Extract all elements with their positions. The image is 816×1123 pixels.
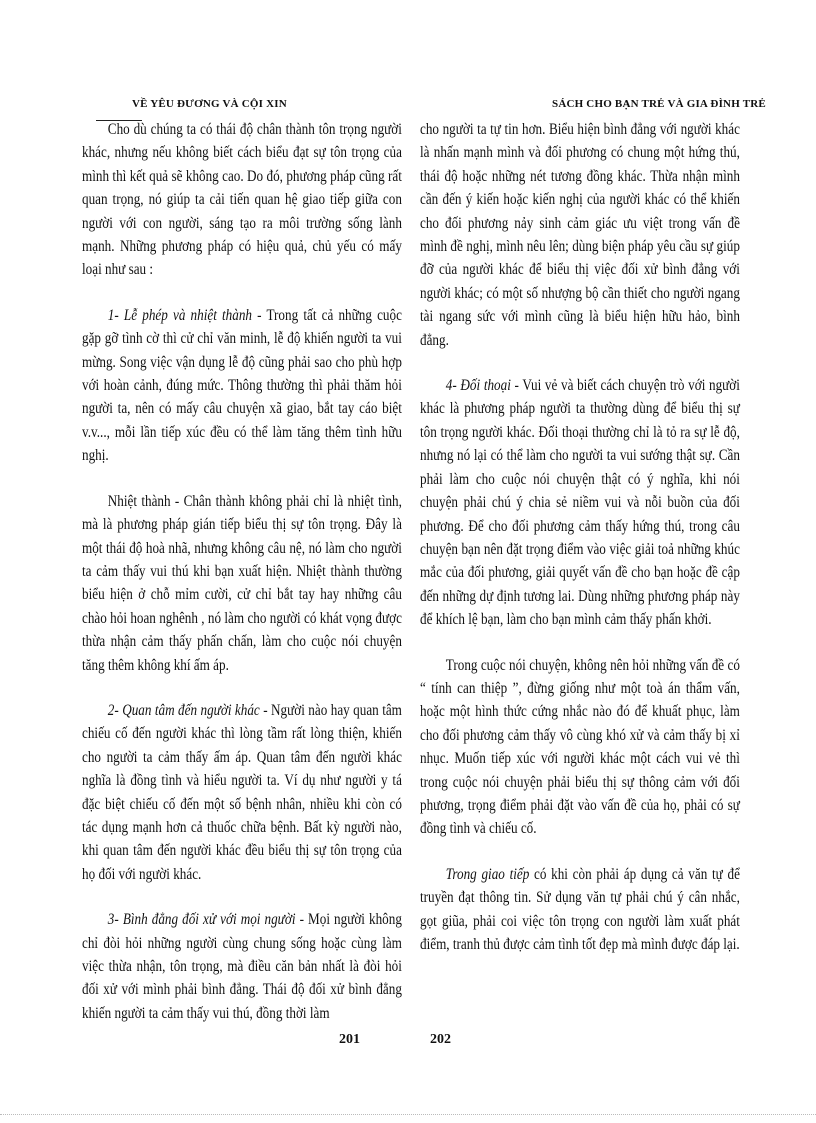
left-page-column xyxy=(82,118,402,1025)
running-head-left: VỀ YÊU ĐƯƠNG VÀ CỘI XIN xyxy=(132,98,287,110)
section-1-heading: 1- Lễ phép và nhiệt thành xyxy=(107,306,252,324)
section-2-heading: 2- Quan tâm đến người khác xyxy=(107,701,260,719)
right-page-column xyxy=(420,118,740,956)
section-5-text: có khi còn phải áp dụng cả văn tự để truyền đạt thông tin. Sử dụng văn tự phải chú ý cân nhắc, gọt giũa, phải coi việc tôn trọng con người làm xuất phát điểm, tranh thủ được cảm tình tốt đẹp mà mình được đáp lại. xyxy=(420,865,740,953)
section-5-heading: Trong giao tiếp xyxy=(445,865,530,883)
section-2-paragraph xyxy=(82,699,402,886)
section-4-text: - Vui vẻ và biết cách chuyện trò với người khác là phương pháp người ta thường dùng để biểu thị sự tôn trọng người khác. Đối thoại thường chỉ là tỏ ra sự lễ độ, nhưng nó lại có thể làm cho người ta vui sướng thật sự. Cần phải làm cho cuộc nói chuyện thật có ý nghĩa, khi nói chuyện phải chú ý chia sẻ niềm vui và nỗi buồn của đối phương. Để cho đối phương cảm thấy hứng thú, trong câu chuyện bạn nên đặt trọng điểm vào việc giải toả những khúc mắc của đối phương, giải quyết vấn đề cho bạn hoặc đề cập đến những dự định tương lai. Dùng những phương pháp này để khích lệ bạn, làm cho bạn mình cảm thấy phấn khởi. xyxy=(420,377,740,629)
intro-paragraph: Cho dù chúng ta có thái độ chân thành tôn trọng người khác, nhưng nếu không biết cách biểu đạt sự tôn trọng của mình thì kết quả sẽ không cao. Do đó, phương pháp cũng rất quan trọng, nó giúp ta cải tiến quan hệ giao tiếp giữa con người với con người, sáng tạo ra môi trường sống lành mạnh. Những phương pháp có hiệu quả, chủ yếu có mấy loại như sau : xyxy=(82,121,402,279)
section-3-heading: 3- Bình đẳng đối xử với mọi người xyxy=(107,911,296,929)
section-5-paragraph xyxy=(420,863,740,957)
section-3-paragraph xyxy=(82,908,402,1025)
section-3-text: - Mọi người không chỉ đòi hỏi những người cùng chung sống hoặc cùng làm việc thừa nhận, tôn trọng, mà điều căn bản nhất là đòi hỏi đối xử với mình phải bình đẳng. Thái độ đối xử bình đẳng khiến người ta cảm thấy vui thú, đồng thời làm xyxy=(82,911,402,1022)
section-1-text: - Trong tất cả những cuộc gặp gỡ tình cờ thì cử chỉ văn minh, lễ độ khiến người ta vui mừng. Song việc vận dụng lễ độ cũng phải sao cho phù hợp với hoàn cảnh, đúng mức. Thông thường thì phải thăm hỏi người ta, nên có mấy câu chuyện xã giao, bắt tay cáo biệt v.v..., mỗi lần tiếp xúc đều có thể làm tăng thêm tình hữu nghị. xyxy=(82,306,402,465)
section-4-heading: 4- Đối thoại xyxy=(445,377,511,395)
section-4-paragraph xyxy=(420,374,740,631)
page-number-left: 201 xyxy=(339,1032,360,1047)
bottom-dotted-border xyxy=(0,1114,816,1115)
page-number-right: 202 xyxy=(430,1032,451,1047)
section-1-paragraph xyxy=(82,304,402,468)
can-thiep-paragraph: Trong cuộc nói chuyện, không nên hỏi những vấn đề có “ tính can thiệp ”, đừng giống như một toà án thẩm vấn, hoặc một hình thức cứng nhắc nào đó để khuất phục, làm cho đối phương cảm thấy vô cùng khó xử và cảm thấy bị xỉ nhục. Muốn tiếp xúc với người khác một cách vui vẻ thì trong cuộc nói chuyện phải biểu thị sự thông cảm với đối phương, trọng điểm phải đặt vào vấn đề của họ, phải có sự đồng tình và chiếu cố. xyxy=(420,656,740,838)
nhiet-thanh-paragraph: Nhiệt thành - Chân thành không phải chỉ là nhiệt tình, mà là phương pháp gián tiếp biểu thị sự tôn trọng. Đây là một thái độ hoà nhã, nhưng không câu nệ, nó làm cho người ta cảm thấy vui thú khi bạn xuất hiện. Nhiệt thành thường biểu hiện ở chỗ mỉm cười, cử chỉ bắt tay hay những câu chào hỏi hoan nghênh , nó làm cho người có khát vọng được thừa nhận cảm thấy phấn chấn, làm cho cuộc nói chuyện tăng thêm không khí ấm áp. xyxy=(82,492,402,674)
section-2-text: - Người nào hay quan tâm chiếu cố đến người khác thì lòng tầm rất lòng thiện, khiến cho người ta cảm thấy ấm áp. Quan tâm đến người khác nghĩa là đồng tình và hiểu người ta. Ví dụ như người y tá đặc biệt chiếu cố đến một số bệnh nhân, nhiều khi còn có tác dụng mạnh hơn cả thuốc chữa bệnh. Bất kỳ người nào, khi quan tâm đến người khác đều biểu thị sự tôn trọng của họ đối với người khác. xyxy=(82,701,402,883)
continued-paragraph: cho người ta tự tin hơn. Biểu hiện bình đẳng với người khác là nhấn mạnh mình và đối phương có chung một hứng thú, thái độ hoặc những nét tương đồng khác. Thừa nhận mình cần đến ý kiến hoặc kiến nghị của người khác có thể khiến cho đối phương nảy sinh cảm giác ưu việt trong vấn đề mình đề nghị, mình nêu lên; dùng biện pháp yêu cầu sự giúp đỡ của người khác để biểu thị việc đối xử bình đẳng với người khác; có một số nhượng bộ cần thiết cho người ngang tài ngang sức với mình cũng là biểu hiện hữu hảo, bình đẳng. xyxy=(420,121,740,349)
running-head-right: SÁCH CHO BẠN TRẺ VÀ GIA ĐÌNH TRẺ xyxy=(552,98,766,110)
